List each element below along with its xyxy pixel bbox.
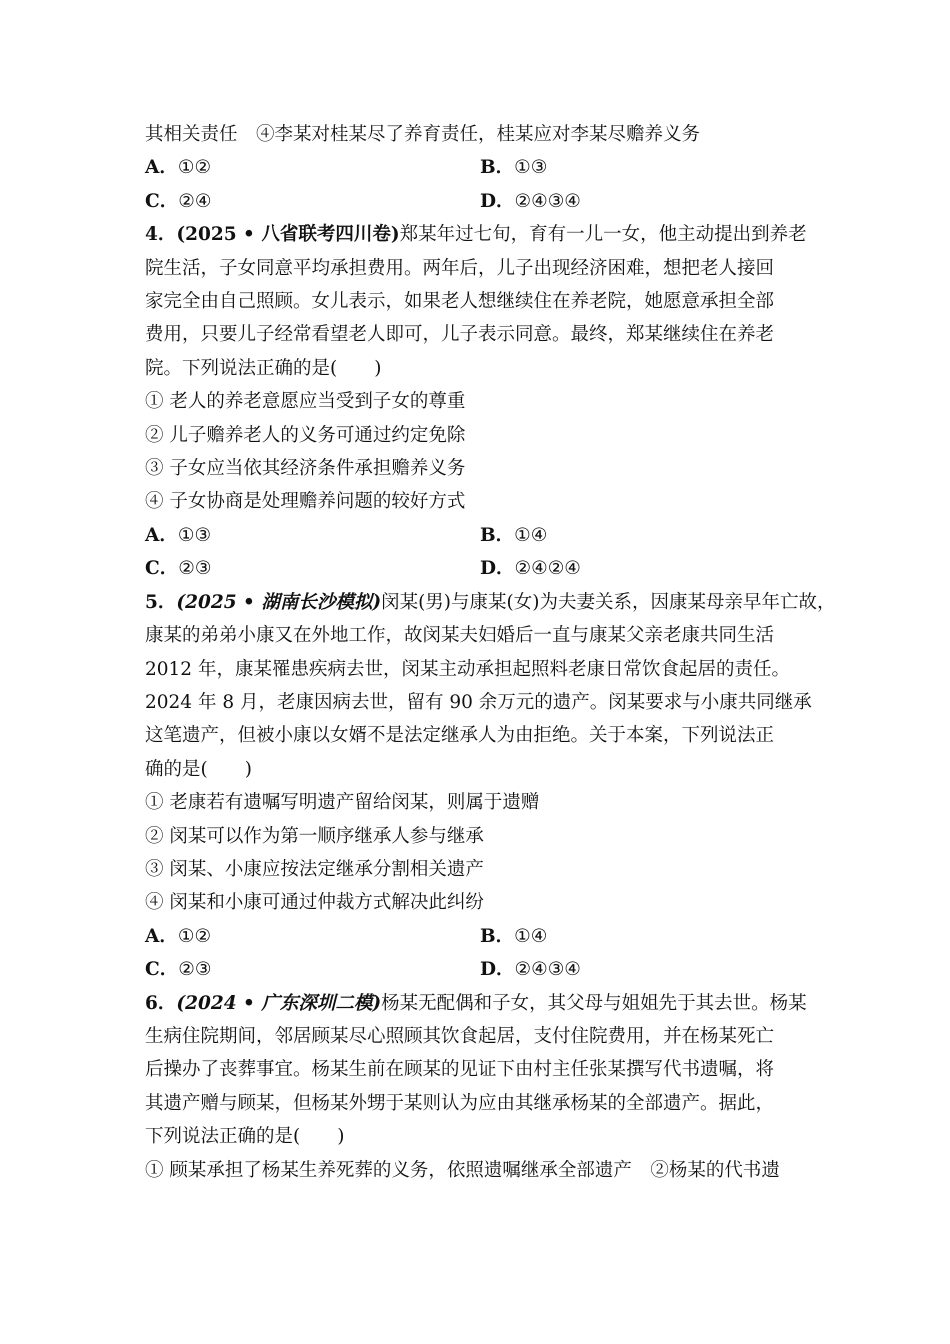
q3-option-d[interactable]: D．②④③④ xyxy=(480,190,581,212)
q3-options-row-2 xyxy=(145,185,820,218)
q4-number: 4． xyxy=(145,224,177,246)
q5-option-d[interactable]: D．②④③④ xyxy=(480,959,581,981)
q5-options-row-1 xyxy=(145,920,820,953)
q6-stem-line-3: 后操办了丧葬事宜。杨某生前在顾某的见证下由村主任张某撰写代书遗嘱，将 xyxy=(145,1059,775,1081)
q4-statement-3: ③ 子女应当依其经济条件承担赡养义务 xyxy=(145,458,466,480)
q5-statement-1: ① 老康若有遗嘱写明遗产留给闵某，则属于遗赠 xyxy=(145,792,540,814)
q3-option-c[interactable]: C．②④ xyxy=(145,190,212,212)
q4-options-row-2 xyxy=(145,552,820,585)
document-page xyxy=(145,118,836,1187)
q4-statement-1: ① 老人的养老意愿应当受到子女的尊重 xyxy=(145,391,466,413)
q4-stem-line-5: 院。下列说法正确的是( ) xyxy=(145,357,382,379)
q6-stem-line-1: 6．(2024 • 广东深圳二模)杨某无配偶和子女，其父母与姐姐先于其去世。杨某 xyxy=(145,992,807,1014)
q5-stem-line-6: 确的是( ) xyxy=(145,758,252,780)
q4-option-a[interactable]: A．①③ xyxy=(145,524,212,546)
q6-statement-1: ① 顾某承担了杨某生养死葬的义务，依照遗嘱继承全部遗产 ②杨某的代书遗 xyxy=(145,1159,780,1181)
q5-option-a[interactable]: A．①② xyxy=(145,925,212,947)
q5-stem-line-1: 5．(2025 • 湖南长沙模拟)闵某(男)与康某(女)为夫妻关系，因康某母亲早年亡故， xyxy=(145,591,836,613)
q4-option-c[interactable]: C．②③ xyxy=(145,558,212,580)
q6-stem-line-2: 生病住院期间，邻居顾某尽心照顾其饮食起居，支付住院费用，并在杨某死亡 xyxy=(145,1025,775,1047)
q4-stem-line-2: 院生活，子女同意平均承担费用。两年后，儿子出现经济困难，想把老人接回 xyxy=(145,257,775,279)
q3-tail-text: 其相关责任 ④李某对桂某尽了养育责任，桂某应对李某尽赡养义务 xyxy=(145,124,701,145)
q4-option-d[interactable]: D．②④②④ xyxy=(480,558,581,580)
q4-options-row-1 xyxy=(145,519,820,552)
q5-options-row-2 xyxy=(145,953,820,986)
q6-number: 6． xyxy=(145,992,177,1014)
q5-option-c[interactable]: C．②③ xyxy=(145,959,212,981)
q4-statement-2: ② 儿子赡养老人的义务可通过约定免除 xyxy=(145,424,466,446)
q5-number: 5． xyxy=(145,591,177,613)
q3-options-row-1 xyxy=(145,151,820,184)
q6-stem-line-4: 其遗产赠与顾某，但杨某外甥于某则认为应由其继承杨某的全部遗产。据此， xyxy=(145,1092,775,1114)
q4-option-b[interactable]: B．①④ xyxy=(480,524,548,546)
q3-option-b[interactable]: B．①③ xyxy=(480,157,548,179)
q5-source: (2025 • 湖南长沙模拟) xyxy=(176,591,382,613)
q5-stem-line-2: 康某的弟弟小康又在外地工作，故闵某夫妇婚后一直与康某父亲老康共同生活 xyxy=(145,625,775,647)
q5-statement-4: ④ 闵某和小康可通过仲裁方式解决此纠纷 xyxy=(145,892,484,914)
q4-source: (2025 • 八省联考四川卷) xyxy=(176,224,400,246)
q5-stem-line-5: 这笔遗产，但被小康以女婿不是法定继承人为由拒绝。关于本案，下列说法正 xyxy=(145,725,775,747)
q5-stem-line-4: 2024 年 8 月，老康因病去世，留有 90 余万元的遗产。闵某要求与小康共同继承 xyxy=(145,691,812,713)
q5-option-b[interactable]: B．①④ xyxy=(480,925,548,947)
q4-statement-4: ④ 子女协商是处理赡养问题的较好方式 xyxy=(145,491,466,513)
q3-option-a[interactable]: A．①② xyxy=(145,157,212,179)
q4-stem-line-4: 费用，只要儿子经常看望老人即可，儿子表示同意。最终，郑某继续住在养老 xyxy=(145,324,775,346)
q6-stem-line-5: 下列说法正确的是( ) xyxy=(145,1126,345,1148)
q6-source: (2024 • 广东深圳二模) xyxy=(176,992,382,1014)
q4-stem-line-3: 家完全由自己照顾。女儿表示，如果老人想继续住在养老院，她愿意承担全部 xyxy=(145,291,775,313)
q5-stem-line-3: 2012 年，康某罹患疾病去世，闵某主动承担起照料老康日常饮食起居的责任。 xyxy=(145,658,790,680)
q5-statement-2: ② 闵某可以作为第一顺序继承人参与继承 xyxy=(145,825,484,847)
q4-stem-line-1: 4．(2025 • 八省联考四川卷)郑某年过七旬，育有一儿一女，他主动提出到养老 xyxy=(145,224,807,246)
q5-statement-3: ③ 闵某、小康应按法定继承分割相关遗产 xyxy=(145,858,484,880)
